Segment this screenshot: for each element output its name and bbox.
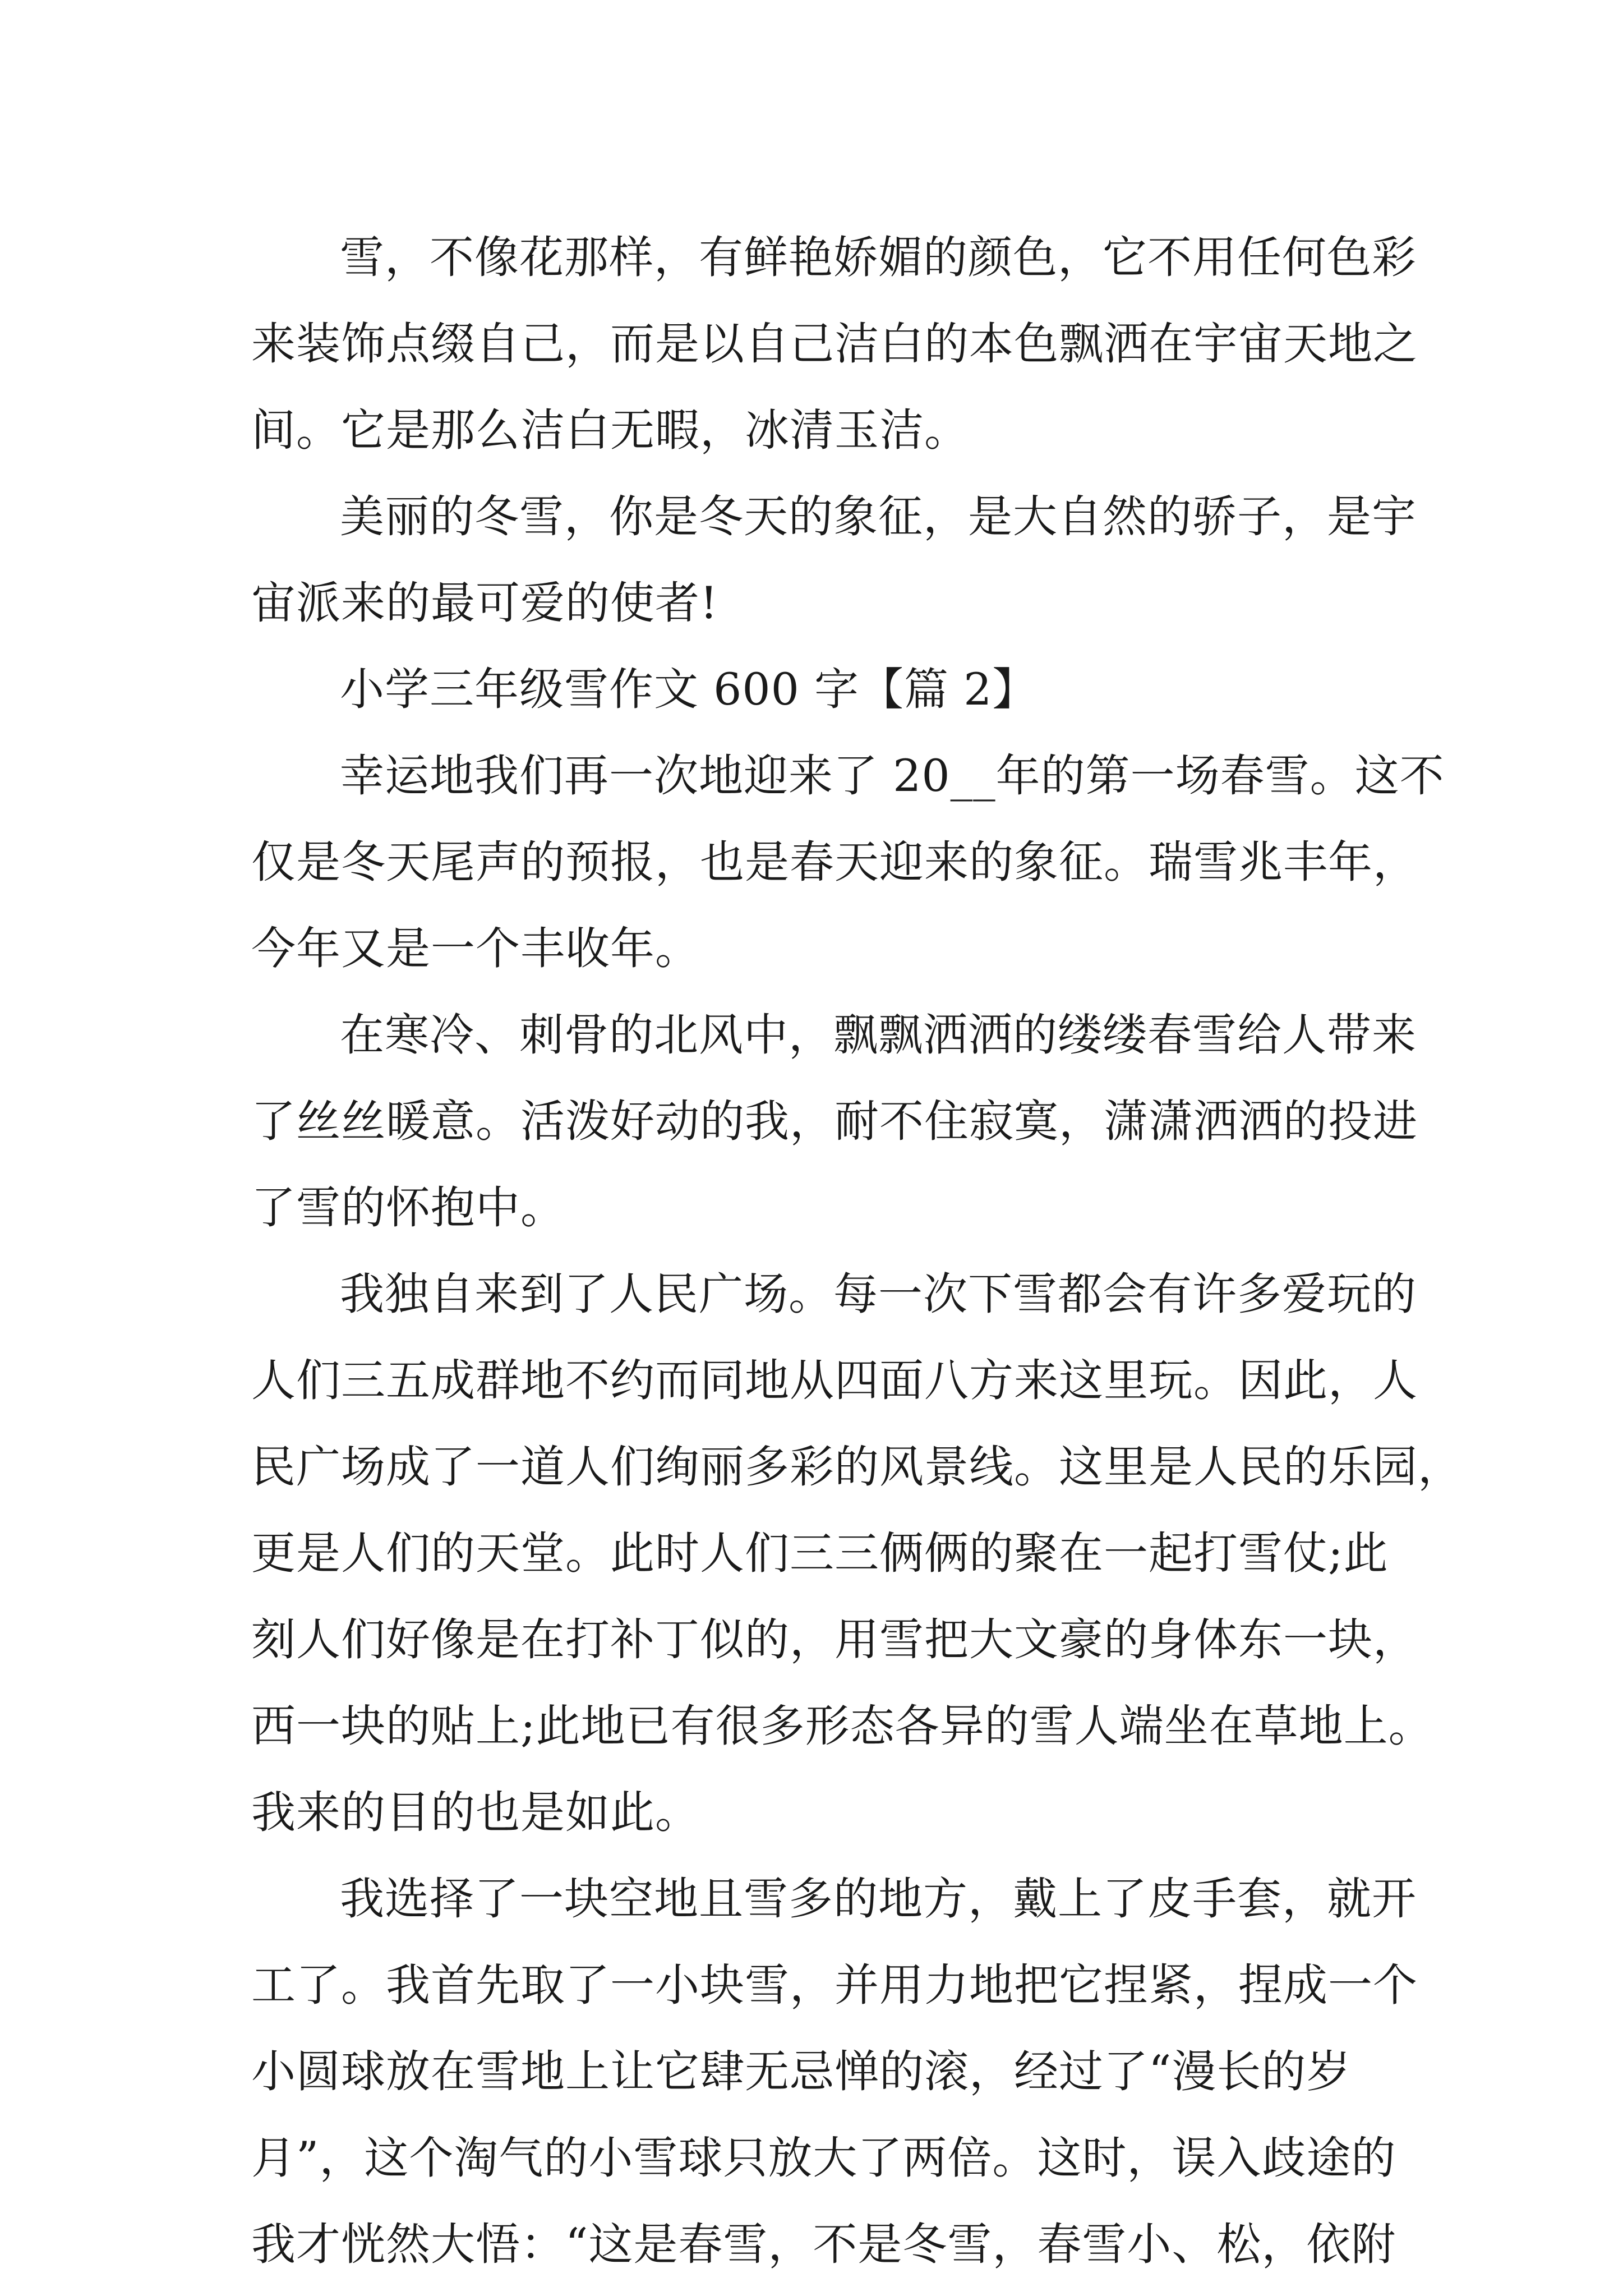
section-heading: 小学三年级雪作文 600 字【篇 2】 [340,664,1038,715]
paragraph-line: 人们三五成群地不约而同地从四面八方来这里玩。因此，人 [251,1355,1418,1406]
paragraph-line: 刻人们好像是在打补丁似的，用雪把大文豪的身体东一块， [251,1614,1418,1665]
paragraph-line: 西一块的贴上;此地已有很多形态各异的雪人端坐在草地上。 [251,1700,1433,1752]
paragraph-line: 幸运地我们再一次地迎来了 20__年的第一场春雪。这不 [340,750,1445,802]
paragraph-line: 雪，不像花那样，有鲜艳娇媚的颜色，它不用任何色彩 [340,232,1417,283]
paragraph-line: 今年又是一个丰收年。 [251,923,700,974]
paragraph-line: 我选择了一块空地且雪多的地方，戴上了皮手套，就开 [340,1873,1417,1925]
paragraph-line: 了雪的怀抱中。 [251,1182,565,1234]
paragraph-line: 小圆球放在雪地上让它肆无忌惮的滚，经过了“漫长的岁 [251,2046,1352,2097]
paragraph-line: 月”，这个淘气的小雪球只放大了两倍。这时，误入歧途的 [251,2132,1396,2184]
paragraph-line: 民广场成了一道人们绚丽多彩的风景线。这里是人民的乐园， [251,1441,1463,1493]
paragraph-line: 更是人们的天堂。此时人们三三俩俩的聚在一起打雪仗;此 [251,1527,1389,1579]
paragraph-line: 工了。我首先取了一小块雪，并用力地把它捏紧，捏成一个 [251,1959,1418,2011]
paragraph-line: 美丽的冬雪，你是冬天的象征，是大自然的骄子，是宇 [340,491,1417,542]
paragraph-line: 我独自来到了人民广场。每一次下雪都会有许多爱玩的 [340,1268,1417,1320]
paragraph-line: 间。它是那么洁白无暇，冰清玉洁。 [251,404,969,456]
document-body [251,214,1463,2288]
paragraph-line: 仅是冬天尾声的预报，也是春天迎来的象征。瑞雪兆丰年， [251,836,1418,888]
paragraph-line: 来装饰点缀自己，而是以自己洁白的本色飘洒在宇宙天地之 [251,318,1418,370]
paragraph-line: 宙派来的最可爱的使者! [251,577,718,629]
paragraph-line: 我来的目的也是如此。 [251,1787,700,1838]
paragraph-line: 在寒冷、刺骨的北风中，飘飘洒洒的缕缕春雪给人带来 [340,1009,1417,1061]
paragraph-line: 我才恍然大悟：“这是春雪，不是冬雪，春雪小、松，依附 [251,2219,1396,2270]
paragraph-line: 了丝丝暖意。活泼好动的我，耐不住寂寞，潇潇洒洒的投进 [251,1096,1418,1147]
